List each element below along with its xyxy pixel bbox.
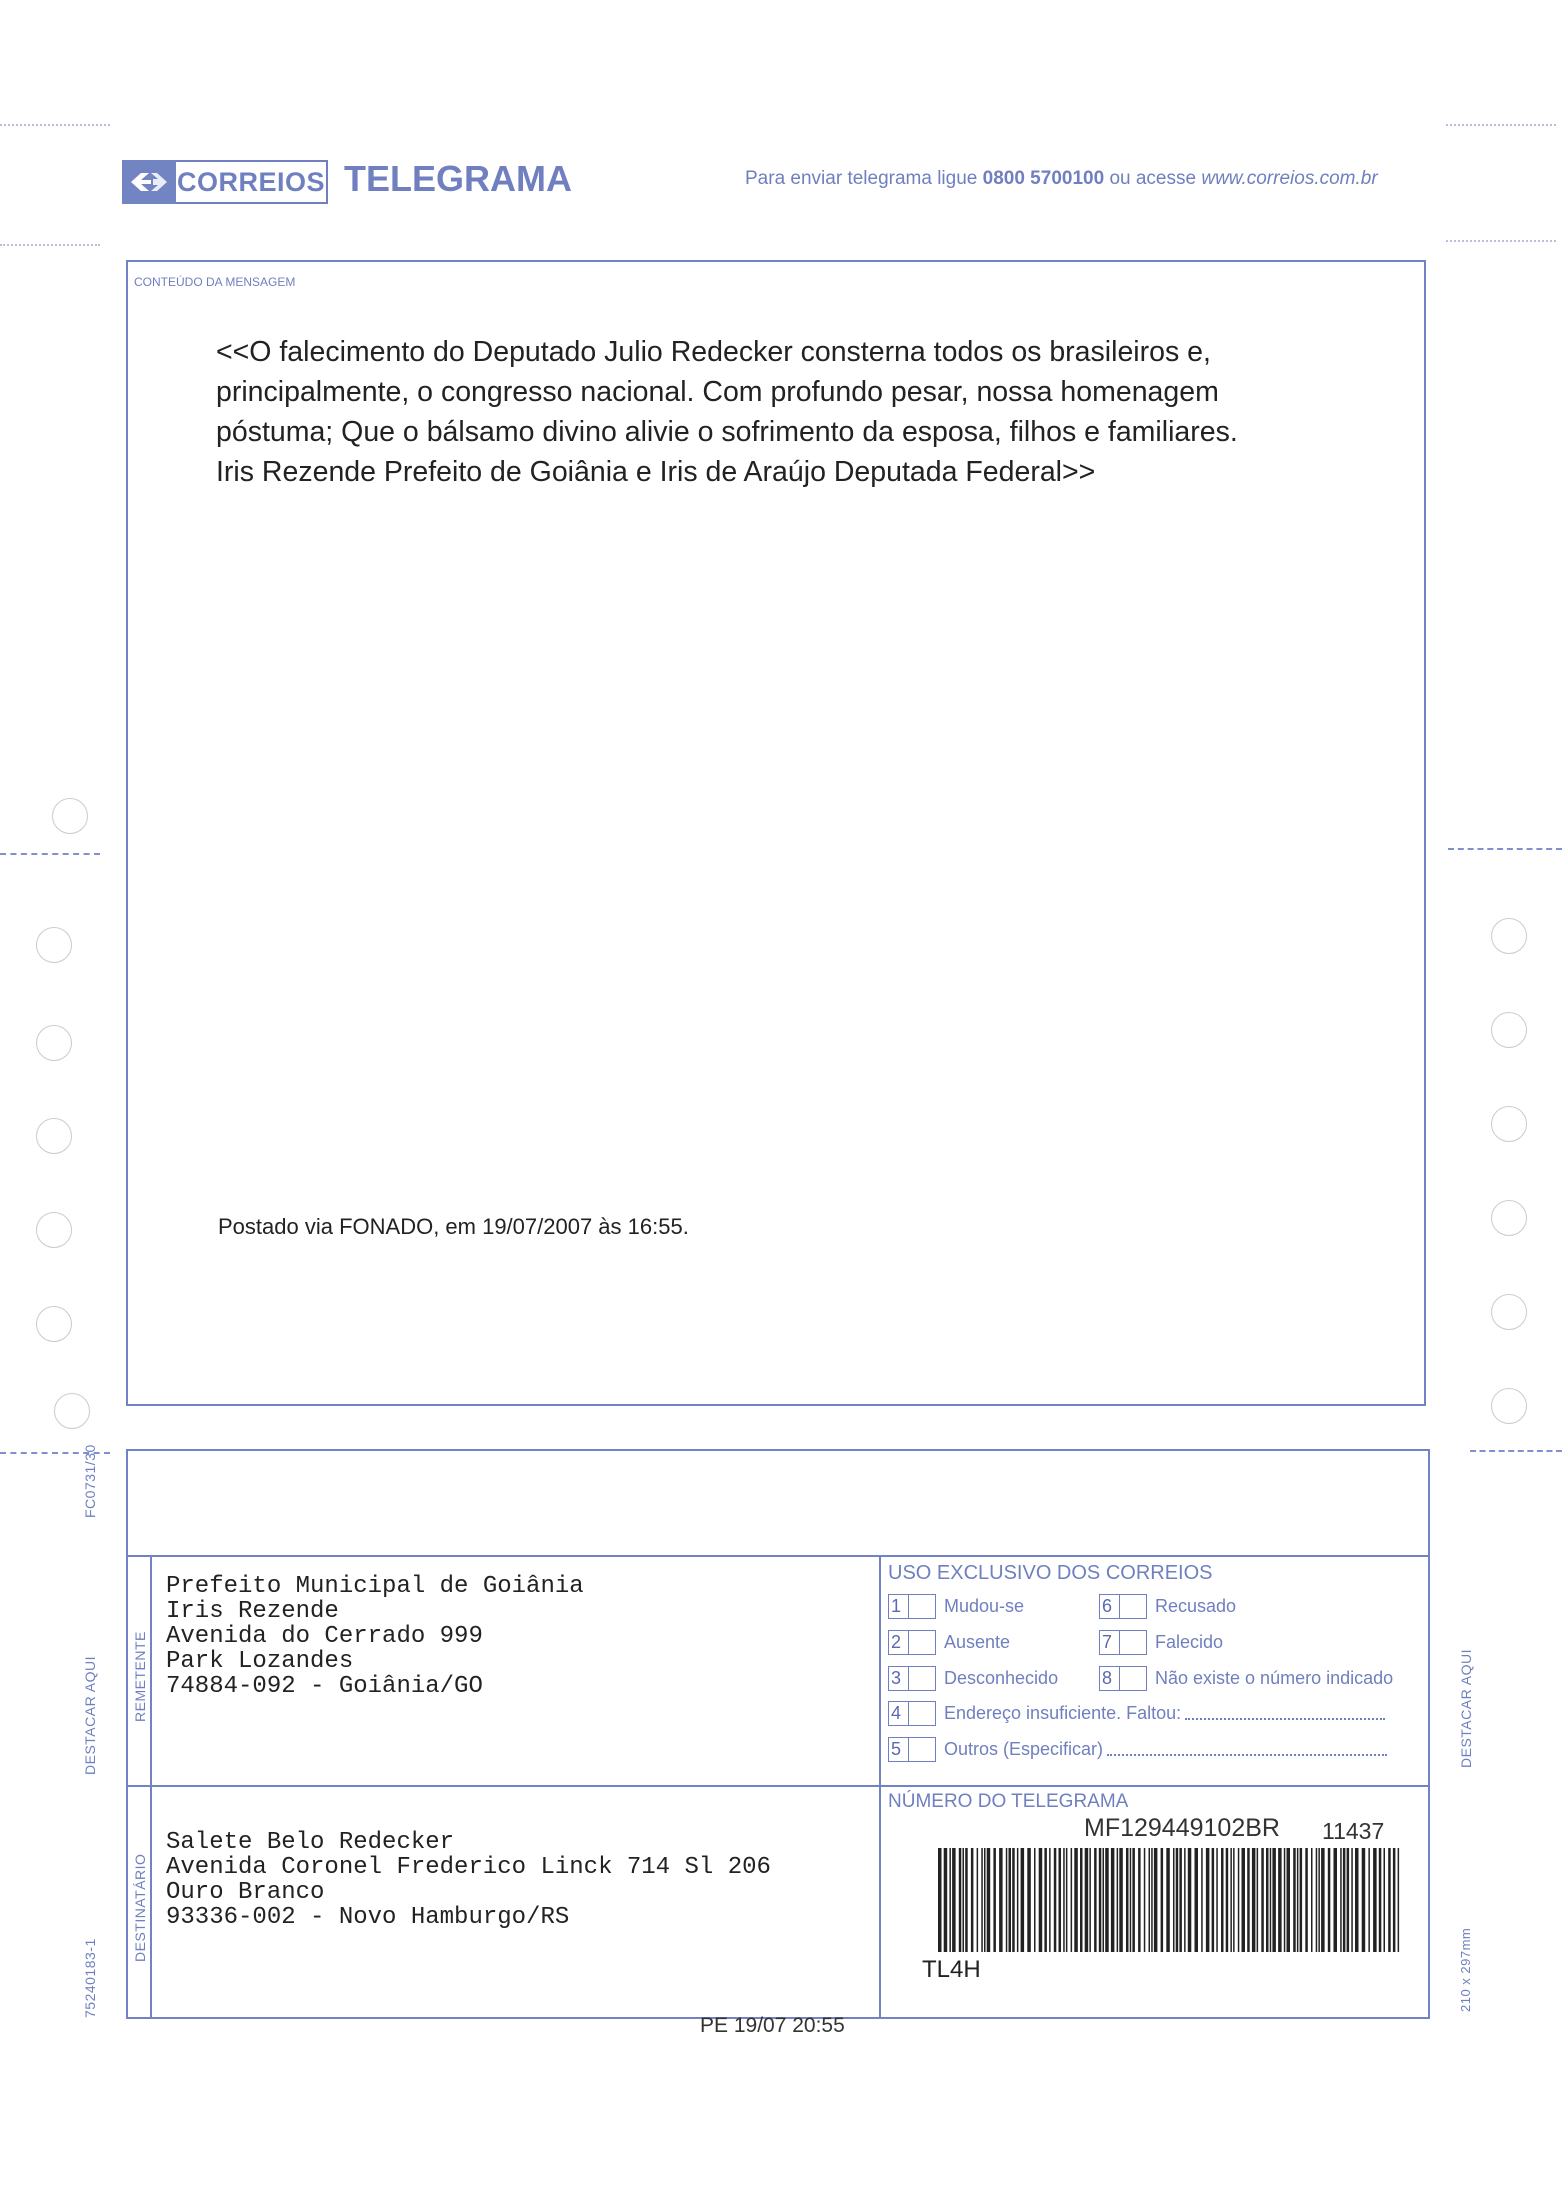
barcode-bar [1059, 1848, 1062, 1952]
barcode-bar [1398, 1848, 1400, 1952]
barcode-bar [1384, 1848, 1386, 1952]
correios-logo-mark-icon [122, 160, 176, 204]
barcode-bar [1074, 1848, 1078, 1952]
barcode-bar [1305, 1848, 1308, 1952]
barcode-bar [1034, 1848, 1036, 1952]
posting-stamp: PE 19/07 20:55 [700, 2014, 845, 2037]
barcode-bar [1138, 1848, 1141, 1952]
punch-hole [36, 1025, 72, 1061]
barcode-bar [1009, 1848, 1012, 1952]
telegram-number-title: NÚMERO DO TELEGRAMA [888, 1791, 1129, 1812]
recipient-line: 93336-002 - Novo Hamburgo/RS [166, 1904, 570, 1931]
document-title: TELEGRAMA [344, 158, 572, 199]
header-tear-line-right [1446, 240, 1556, 242]
form-divider [128, 1555, 1428, 1557]
routing-code: TL4H [922, 1956, 981, 1983]
barcode-bar [1247, 1848, 1250, 1952]
barcode-bar [1195, 1848, 1199, 1952]
option-checkbox[interactable] [909, 1701, 936, 1726]
barcode-bar [1117, 1848, 1119, 1952]
barcode-bar [1089, 1848, 1091, 1952]
option-number: 5 [888, 1737, 909, 1762]
option-label: Outros (Especificar) [944, 1739, 1104, 1759]
barcode-bar [1132, 1848, 1135, 1952]
barcode-bar [1311, 1848, 1313, 1952]
option-checkbox[interactable] [909, 1594, 936, 1619]
punch-hole [1491, 1294, 1527, 1330]
barcode-bar [1094, 1848, 1097, 1952]
sender-line: Prefeito Municipal de Goiânia [166, 1573, 584, 1600]
barcode-bar [1184, 1848, 1186, 1952]
barcode-bar [1017, 1848, 1019, 1952]
barcode-bar [1334, 1848, 1338, 1952]
option-number: 8 [1099, 1666, 1120, 1691]
barcode-bar [1368, 1848, 1370, 1952]
option-checkbox[interactable] [1120, 1666, 1147, 1691]
barcode-bar [1379, 1848, 1382, 1952]
barcode-bar [1039, 1848, 1043, 1952]
header-info-prefix: Para enviar telegrama ligue [745, 168, 978, 189]
barcode-bar [1151, 1848, 1153, 1952]
option-other[interactable] [888, 1737, 1387, 1762]
barcode-bar [965, 1848, 968, 1952]
barcode-bar [1149, 1848, 1151, 1952]
barcode-bar [1261, 1848, 1264, 1952]
message-body [216, 332, 1366, 492]
option-checkbox[interactable] [1120, 1630, 1147, 1655]
barcode-bar [1049, 1848, 1051, 1952]
option-moved[interactable] [888, 1594, 1024, 1619]
barcode-bar [1179, 1848, 1182, 1952]
tracking-code: MF129449102BR [1084, 1814, 1280, 1842]
option-unknown[interactable] [888, 1666, 1058, 1691]
barcode-bar [1272, 1848, 1276, 1952]
barcode-bar [1340, 1848, 1342, 1952]
barcode-bar [1103, 1848, 1105, 1952]
barcode-bar [977, 1848, 979, 1952]
top-tear-line [0, 124, 110, 126]
barcode-bar [1006, 1848, 1008, 1952]
option-label: Recusado [1155, 1596, 1237, 1616]
barcode-bar [1130, 1848, 1132, 1952]
barcode-bar [1293, 1848, 1296, 1952]
option-number: 7 [1099, 1630, 1120, 1655]
barcode-bar [999, 1848, 1003, 1952]
fill-in-line [1185, 1718, 1385, 1720]
barcode-bar [944, 1848, 948, 1952]
message-line: <<O falecimento do Deputado Julio Redecker consterna todos os brasileiros e, [216, 336, 1211, 368]
option-label: Ausente [944, 1632, 1011, 1652]
fill-in-line [1107, 1754, 1387, 1756]
barcode-bar [952, 1848, 956, 1952]
option-number: 3 [888, 1666, 909, 1691]
barcode-bar [1347, 1848, 1350, 1952]
option-insufficient-address[interactable] [888, 1701, 1385, 1726]
barcode-bar [1216, 1848, 1218, 1952]
barcode-bar [1080, 1848, 1083, 1952]
recipient-line: Ouro Branco [166, 1879, 325, 1906]
posted-note: Postado via FONADO, em 19/07/2007 às 16:55. [218, 1214, 689, 1239]
barcode-bar [1393, 1848, 1396, 1952]
option-deceased[interactable] [1099, 1630, 1223, 1655]
telegram-serial: 11437 [1322, 1818, 1385, 1844]
header-contact-info [745, 168, 1378, 190]
option-absent[interactable] [888, 1630, 1010, 1655]
barcode-bar [1300, 1848, 1303, 1952]
sender-line: Avenida do Cerrado 999 [166, 1623, 483, 1650]
barcode-bar [963, 1848, 965, 1952]
barcode-bar [1362, 1848, 1366, 1952]
message-line: póstuma; Que o bálsamo divino alivie o sofrimento da esposa, filhos e familiares. [216, 416, 1238, 448]
paper-size-label: 210 x 297mm [1458, 1927, 1473, 2012]
barcode-bar [1287, 1848, 1291, 1952]
correios-use-title: USO EXCLUSIVO DOS CORREIOS [888, 1562, 1213, 1584]
barcode-bar [1176, 1848, 1179, 1952]
barcode-bar [1355, 1848, 1359, 1952]
option-label: Desconhecido [944, 1668, 1059, 1688]
header-url: www.correios.com.br [1201, 168, 1378, 189]
barcode-bar [1318, 1848, 1320, 1952]
punch-hole [1491, 918, 1527, 954]
barcode-bar [1206, 1848, 1210, 1952]
barcode-bar [1278, 1848, 1282, 1952]
option-number-not-found[interactable] [1099, 1666, 1393, 1691]
recipient-line: Avenida Coronel Frederico Linck 714 Sl 206 [166, 1854, 771, 1881]
header-info-mid: ou acesse [1109, 168, 1197, 189]
detach-here-right: DESTACAR AQUI [1458, 1648, 1474, 1768]
barcode-bar [984, 1848, 986, 1952]
barcode-bar [1044, 1848, 1047, 1952]
barcode-bar [993, 1848, 996, 1952]
sender-line: 74884-092 - Goiânia/GO [166, 1673, 483, 1700]
barcode-bar [1063, 1848, 1065, 1952]
barcode-bar [1388, 1848, 1391, 1952]
barcode-bar [1085, 1848, 1089, 1952]
option-label: Falecido [1155, 1632, 1224, 1652]
option-checkbox[interactable] [909, 1737, 936, 1762]
mid-perforation-left [0, 853, 100, 855]
punch-hole [36, 1306, 72, 1342]
barcode-bar [987, 1848, 991, 1952]
option-number: 2 [888, 1630, 909, 1655]
barcode-bar [1126, 1848, 1129, 1952]
option-refused[interactable] [1099, 1594, 1236, 1619]
detach-here-left: DESTACAR AQUI [82, 1655, 98, 1775]
barcode-bar [1173, 1848, 1175, 1952]
sender-line: Iris Rezende [166, 1598, 339, 1625]
sender-line: Park Lozandes [166, 1648, 354, 1675]
punch-hole [54, 1393, 90, 1429]
barcode-bar [1230, 1848, 1232, 1952]
barcode-bar [1257, 1848, 1259, 1952]
barcode-bar [938, 1848, 942, 1952]
option-number: 6 [1099, 1594, 1120, 1619]
form-divider [150, 1556, 152, 2017]
barcode-bar [1321, 1848, 1325, 1952]
barcode-bar [1021, 1848, 1025, 1952]
option-label: Mudou-se [944, 1596, 1025, 1616]
barcode-bar [1054, 1848, 1057, 1952]
message-line: Iris Rezende Prefeito de Goiânia e Iris de Araújo Deputada Federal>> [216, 456, 1096, 488]
barcode-bar [1111, 1848, 1115, 1952]
barcode-bar [1212, 1848, 1215, 1952]
barcode-bar [1105, 1848, 1109, 1952]
mid-perforation-right [1448, 848, 1562, 850]
barcode-bar [1373, 1848, 1377, 1952]
barcode-bar [1119, 1848, 1123, 1952]
barcode-bar [981, 1848, 983, 1952]
barcode-bar [1071, 1848, 1073, 1952]
barcode-bar [1161, 1848, 1164, 1952]
barcode-bar [1297, 1848, 1299, 1952]
option-checkbox[interactable] [1120, 1594, 1147, 1619]
barcode-bar [1027, 1848, 1031, 1952]
barcode-bar [1284, 1848, 1286, 1952]
option-number: 4 [888, 1701, 909, 1726]
message-label: CONTEÚDO DA MENSAGEM [134, 275, 296, 289]
correios-logo-text: CORREIOS [176, 160, 328, 204]
barcode-bar [1316, 1848, 1318, 1952]
form-code-bottom: 75240183-1 [82, 1938, 98, 2018]
form-divider [128, 1785, 1428, 1787]
header-phone: 0800 5700100 [982, 168, 1105, 189]
barcode-bar [971, 1848, 974, 1952]
correios-logo [122, 160, 328, 204]
punch-hole [1491, 1388, 1527, 1424]
barcode-bar [949, 1848, 951, 1952]
barcode-bar [1201, 1848, 1203, 1952]
option-label: Não existe o número indicado [1155, 1668, 1394, 1688]
barcode-bar [959, 1848, 962, 1952]
barcode-bar [1226, 1848, 1229, 1952]
barcode-bar [1252, 1848, 1256, 1952]
option-number: 1 [888, 1594, 909, 1619]
punch-hole [1491, 1012, 1527, 1048]
detach-perforation-right [1470, 1450, 1562, 1452]
barcode-bar [1343, 1848, 1346, 1952]
tracking-barcode [938, 1848, 1404, 1952]
recipient-address [166, 1830, 771, 1930]
form-code-top: FC0731/30 [82, 1444, 98, 1518]
option-checkbox[interactable] [909, 1666, 936, 1691]
punch-hole [1491, 1200, 1527, 1236]
barcode-bar [1188, 1848, 1192, 1952]
form-divider [879, 1556, 881, 2017]
barcode-bar [1144, 1848, 1146, 1952]
barcode-bar [1154, 1848, 1158, 1952]
header-tear-line [0, 244, 100, 246]
punch-hole [36, 1118, 72, 1154]
recipient-line: Salete Belo Redecker [166, 1829, 455, 1856]
sender-address [166, 1574, 584, 1699]
barcode-bar [1238, 1848, 1240, 1952]
option-checkbox[interactable] [909, 1630, 936, 1655]
barcode-bar [1166, 1848, 1170, 1952]
message-line: principalmente, o congresso nacional. Com profundo pesar, nossa homenagem [216, 376, 1219, 408]
punch-hole [36, 1212, 72, 1248]
barcode-bar [1066, 1848, 1068, 1952]
punch-hole [36, 927, 72, 963]
punch-hole [1491, 1106, 1527, 1142]
barcode-bar [1012, 1848, 1015, 1952]
barcode-bar [1270, 1848, 1272, 1952]
barcode-bar [1099, 1848, 1102, 1952]
barcode-bar [1266, 1848, 1269, 1952]
sender-label: REMETENTE [132, 1631, 148, 1722]
punch-hole [52, 798, 88, 834]
top-tear-line-right [1446, 124, 1556, 126]
option-label: Endereço insuficiente. Faltou: [944, 1703, 1182, 1723]
recipient-label: DESTINATÁRIO [132, 1853, 148, 1962]
barcode-bar [1233, 1848, 1235, 1952]
barcode-bar [1242, 1848, 1246, 1952]
barcode-bar [1351, 1848, 1353, 1952]
barcode-bar [1221, 1848, 1224, 1952]
barcode-bar [1328, 1848, 1331, 1952]
